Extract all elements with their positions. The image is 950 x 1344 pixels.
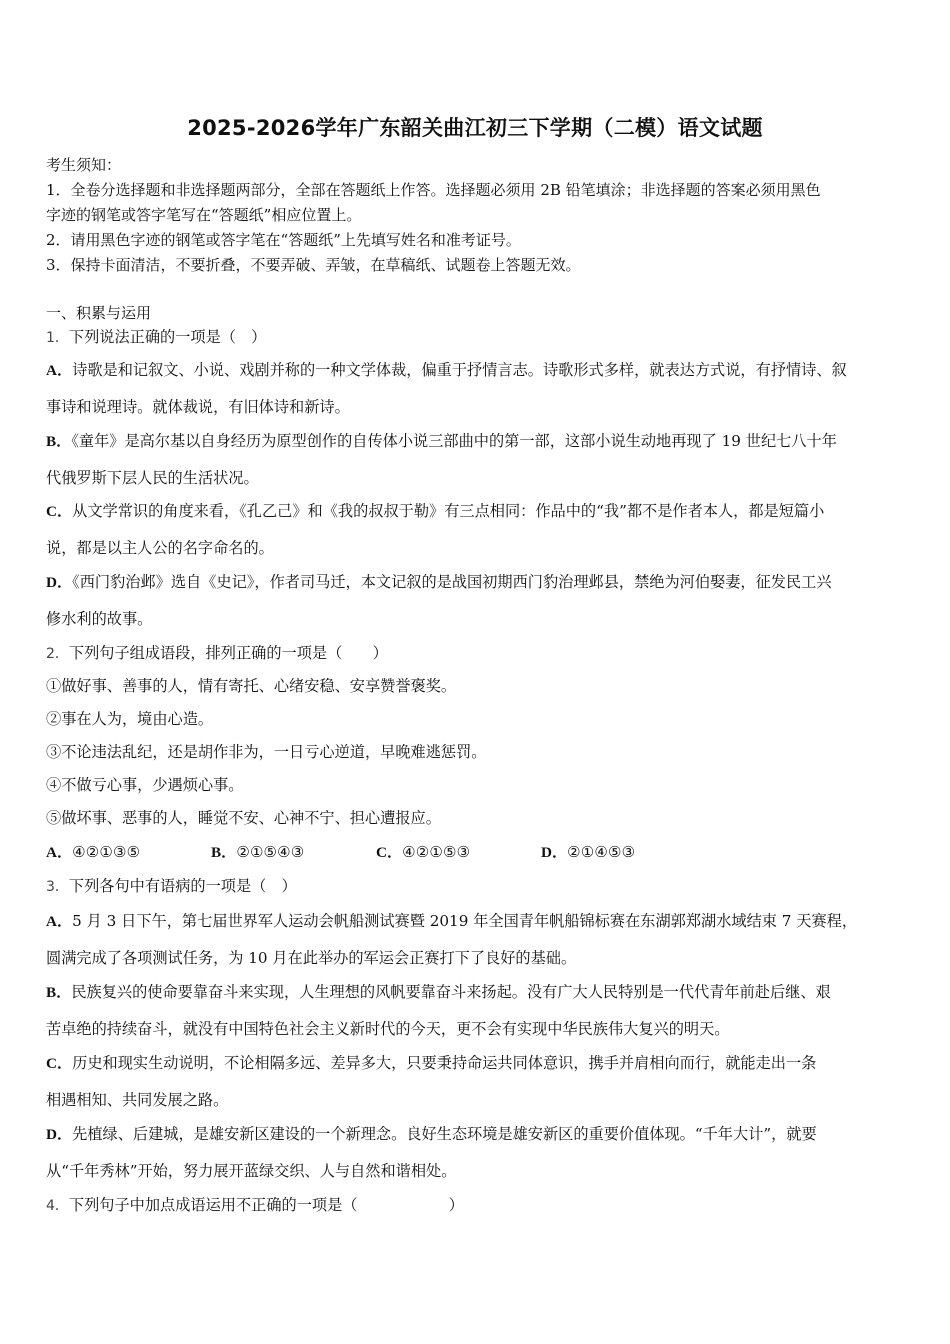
q1-option-a: A．诗歌是和记叙文、小说、戏剧并称的一种文学体裁，偏重于抒情言志。诗歌形式多样，就表达方式说，有抒情诗、叙 [46, 361, 847, 379]
question-number: 2． [46, 646, 69, 662]
q3-option-b: B．民族复兴的使命要靠奋斗来实现，人生理想的风帆要靠奋斗来扬起。没有广大人民特别是一代代青年前赴后继、艰 [46, 983, 831, 1001]
question-number: 4． [46, 1198, 69, 1214]
q1-option-d-cont: 修水利的故事。 [46, 610, 153, 628]
q1-option-c: C．从文学常识的角度来看，《孔乙己》和《我的叔叔于勒》有三点相同：作品中的“我”都不是作者本人，都是短篇小 [46, 502, 825, 520]
notice-heading: 考生须知： [46, 156, 122, 174]
section-heading: 一、积累与运用 [46, 304, 152, 322]
q2-sentence: ①做好事、善事的人，情有寄托、心绪安稳、安享赞誉褒奖。 [46, 677, 457, 695]
q2-sentence: ③不论违法乱纪，还是胡作非为，一日亏心逆道，早晚难逃惩罚。 [46, 743, 487, 761]
q2-sentence: ④不做亏心事，少遇烦心事。 [46, 776, 244, 794]
question-number: 1． [46, 330, 69, 346]
page-title: 2025-2026学年广东韶关曲江初三下学期（二模）语文试题 [187, 116, 763, 140]
q2-choices [46, 841, 635, 862]
q3-option-c: C．历史和现实生动说明，不论相隔多远、差异多大，只要秉持命运共同体意识，携手并肩相向而行，就能走出一条 [46, 1054, 817, 1072]
question-4-stem: 4．下列句子中加点成语运用不正确的一项是（ ） [46, 1196, 464, 1214]
q2-choice-d: D．②①④⑤③ [541, 843, 636, 861]
q3-option-d-cont: 从“千年秀林”开始，努力展开蓝绿交织、人与自然和谐相处。 [46, 1162, 457, 1180]
q3-option-a: A．5 月 3 日下午，第七届世界军人运动会帆船测试赛暨 2019 年全国青年帆船锦标赛在东湖郭郑湖水域结束 7 天赛程， [46, 912, 858, 930]
q2-choice-a: A．④②①③⑤ [46, 843, 141, 861]
q1-option-b-cont: 代俄罗斯下层人民的生活状况。 [46, 469, 259, 487]
q1-option-b: B．《童年》是高尔基以自身经历为原型创作的自传体小说三部曲中的第一部，这部小说生动地再现了 19 世纪七八十年 [46, 432, 837, 450]
q2-choice-c: C．④②①⑤③ [376, 843, 471, 861]
notice-item: 2．请用黑色字迹的钢笔或答字笔在“答题纸”上先填写姓名和准考证号。 [46, 231, 521, 249]
q1-option-c-cont: 说，都是以主人公的名字命名的。 [46, 539, 274, 557]
question-2-stem: 2．下列句子组成语段，排列正确的一项是（ ） [46, 644, 388, 662]
q2-sentence: ②事在人为，境由心造。 [46, 710, 214, 728]
q3-option-c-cont: 相遇相知、共同发展之路。 [46, 1091, 229, 1109]
q1-option-a-cont: 事诗和说理诗。就体裁说，有旧体诗和新诗。 [46, 398, 350, 416]
q3-option-d: D．先植绿、后建城，是雄安新区建设的一个新理念。良好生态环境是雄安新区的重要价值体现。“千年大计”，就要 [46, 1125, 817, 1143]
notice-item: 字迹的钢笔或答字笔写在“答题纸”相应位置上。 [46, 206, 362, 224]
notice-block [46, 153, 906, 278]
question-1-stem: 1．下列说法正确的一项是（ ） [46, 328, 267, 346]
q1-option-d: D．《西门豹治邺》选自《史记》，作者司马迁，本文记叙的是战国初期西门豹治理邺县，禁绝为河伯娶妻，征发民工兴 [46, 573, 832, 591]
q2-choice-b: B．②①⑤④③ [211, 843, 305, 861]
notice-item: 1．全卷分选择题和非选择题两部分，全部在答题纸上作答。选择题必须用 2B 铅笔填涂；非选择题的答案必须用黑色 [46, 181, 821, 199]
q2-sentence: ⑤做坏事、恶事的人，睡觉不安、心神不宁、担心遭报应。 [46, 809, 441, 827]
notice-item: 3．保持卡面清洁，不要折叠，不要弄破、弄皱，在草稿纸、试题卷上答题无效。 [46, 256, 581, 274]
question-number: 3． [46, 879, 69, 895]
q3-option-a-cont: 圆满完成了各项测试任务，为 10 月在此举办的军运会正赛打下了良好的基础。 [46, 949, 577, 967]
q3-option-b-cont: 苦卓绝的持续奋斗，就没有中国特色社会主义新时代的今天，更不会有实现中华民族伟大复兴的明天。 [46, 1020, 730, 1038]
question-3-stem: 3．下列各句中有语病的一项是（ ） [46, 877, 297, 895]
